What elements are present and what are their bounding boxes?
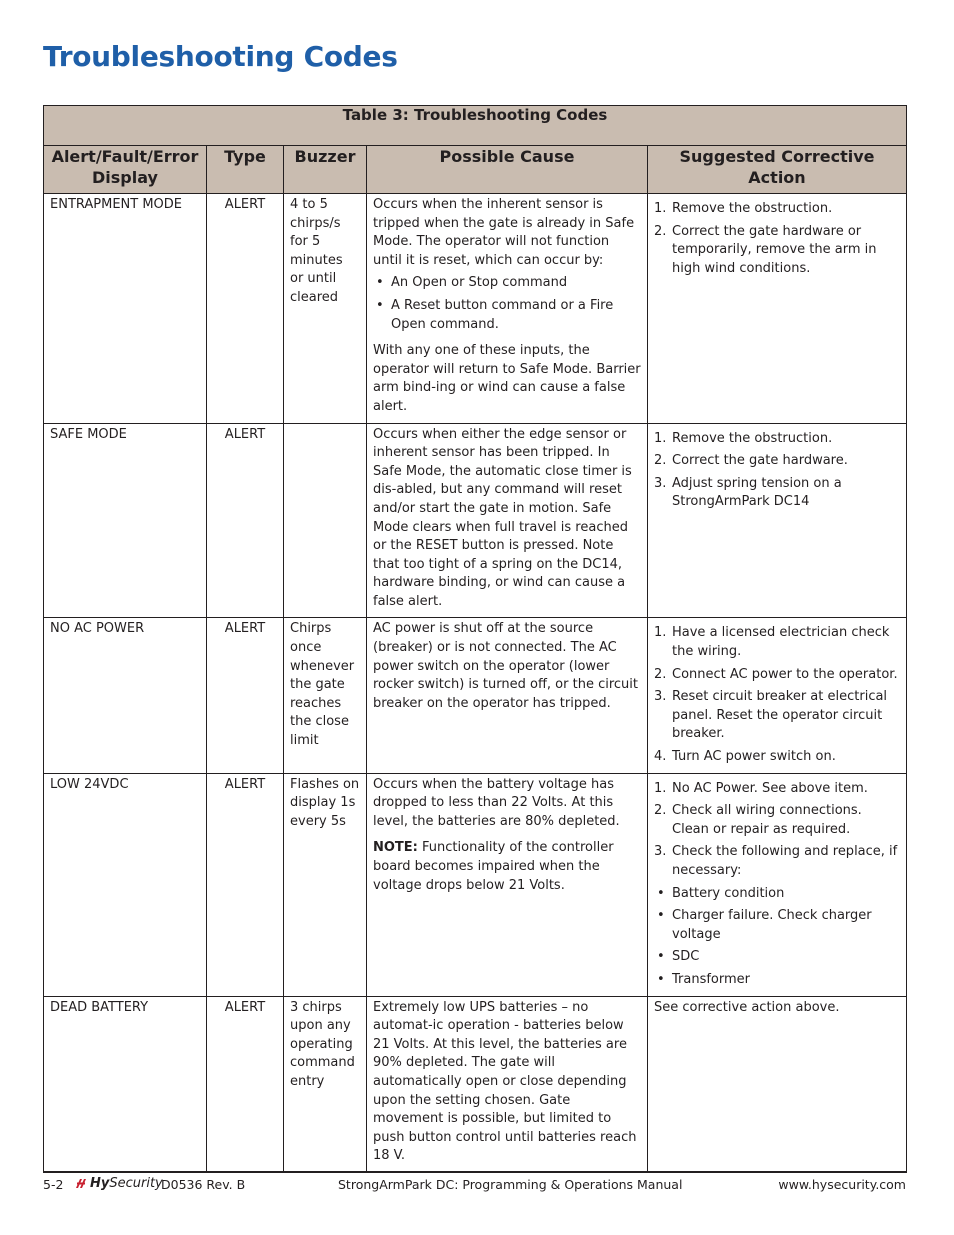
cause-text: Occurs when the inherent sensor is tripped when the gate is already in Safe Mode. The operator will not function until it is reset, which can occur by:	[373, 197, 635, 268]
cause-text: Occurs when the battery voltage has dropped to less than 22 Volts. At this level, the batteries are 80% depleted.	[373, 776, 620, 829]
list-item: 3. Adjust spring tension on a StrongArmPark DC14	[654, 475, 842, 510]
troubleshooting-table	[43, 105, 907, 1173]
action-list	[654, 624, 900, 766]
table-caption: Table 3: Troubleshooting Codes	[44, 106, 907, 146]
table-row	[44, 773, 907, 996]
note-text: NOTE: Functionality of the controller board becomes impaired when the voltage drops below 21 Volts.	[373, 840, 614, 893]
code-action	[648, 194, 907, 424]
cause-text: AC power is shut off at the source (breaker) or is not connected. The AC power switch on the operator (lower rocker switch) is turned off, or the circuit breaker on the operator has tripped.	[373, 621, 638, 711]
manual-title: StrongArmPark DC: Programming & Operations Manual	[338, 1177, 683, 1192]
list-item: • Charger failure. Check charger voltage	[654, 907, 900, 944]
action-list	[654, 430, 900, 512]
code-type: ALERT	[207, 423, 284, 618]
list-item: 1. Remove the obstruction.	[654, 430, 833, 446]
list-item: 1. No AC Power. See above item.	[654, 780, 868, 796]
code-display: ENTRAPMENT MODE	[44, 194, 207, 424]
table-row	[44, 618, 907, 773]
header-cause: Possible Cause	[367, 146, 648, 194]
code-cause	[367, 996, 648, 1172]
code-type: ALERT	[207, 996, 284, 1172]
logo-mark-icon	[74, 1177, 88, 1190]
list-item: • Battery condition	[654, 885, 900, 904]
code-buzzer: Flashes on display 1s every 5s	[284, 773, 367, 996]
code-type: ALERT	[207, 618, 284, 773]
code-display: LOW 24VDC	[44, 773, 207, 996]
list-item: 2. Correct the gate hardware.	[654, 453, 848, 469]
list-item: 4. Turn AC power switch on.	[654, 749, 836, 765]
code-cause	[367, 423, 648, 618]
code-action	[648, 773, 907, 996]
code-action: See corrective action above.	[648, 996, 907, 1172]
code-display: NO AC POWER	[44, 618, 207, 773]
list-item: 3. Check the following and replace, if necessary:	[654, 844, 898, 878]
page-title: Troubleshooting Codes	[43, 40, 398, 73]
code-buzzer: 4 to 5 chirps/s for 5 minutes or until cleared	[284, 194, 367, 424]
code-cause	[367, 194, 648, 424]
action-list	[654, 780, 900, 881]
table-row	[44, 423, 907, 618]
code-cause	[367, 618, 648, 773]
list-item: 2. Correct the gate hardware or temporarily, remove the arm in high wind conditions.	[654, 223, 877, 276]
page-number: 5-2	[43, 1177, 64, 1192]
list-item: 3. Reset circuit breaker at electrical panel. Reset the operator circuit breaker.	[654, 689, 888, 742]
code-type: ALERT	[207, 773, 284, 996]
footer-divider	[43, 1171, 906, 1172]
cause-text: Occurs when either the edge sensor or inherent sensor has been tripped. In Safe Mode, the automatic close timer is dis-abled, but any command will reset and/or start the gate in motion. Safe Mode clears when full travel is reached or the RESET button is pressed. Note that too tight of a spring on the DC14, hardware binding, or wind can cause a false alert.	[373, 426, 632, 609]
code-display: DEAD BATTERY	[44, 996, 207, 1172]
code-buzzer: Chirps once whenever the gate reaches the close limit	[284, 618, 367, 773]
table-row	[44, 996, 907, 1172]
action-bullet-list	[654, 885, 900, 990]
list-item: • A Reset button command or a Fire Open command.	[373, 297, 641, 334]
website-link[interactable]: www.hysecurity.com	[778, 1177, 906, 1192]
list-item: • An Open or Stop command	[373, 274, 641, 293]
header-display: Alert/Fault/Error Display	[44, 146, 207, 194]
code-action	[648, 618, 907, 773]
cause-list	[373, 274, 641, 334]
table-row	[44, 194, 907, 424]
code-display: SAFE MODE	[44, 423, 207, 618]
list-item: 1. Have a licensed electrician check the wiring.	[654, 625, 890, 660]
code-buzzer: 3 chirps upon any operating command entry	[284, 996, 367, 1172]
list-item: • SDC	[654, 948, 900, 967]
header-buzzer: Buzzer	[284, 146, 367, 194]
code-action	[648, 423, 907, 618]
code-buzzer	[284, 423, 367, 618]
code-cause	[367, 773, 648, 996]
action-list	[654, 200, 900, 278]
header-action: Suggested Corrective Action	[648, 146, 907, 194]
doc-revision: D0536 Rev. B	[161, 1177, 246, 1192]
list-item: 1. Remove the obstruction.	[654, 201, 833, 216]
header-type: Type	[207, 146, 284, 194]
cause-text: With any one of these inputs, the operator will return to Safe Mode. Barrier arm bind-ing or wind can cause a false alert.	[373, 343, 641, 414]
note-label: NOTE:	[373, 840, 418, 856]
list-item: • Transformer	[654, 971, 900, 990]
code-type: ALERT	[207, 194, 284, 424]
list-item: 2. Connect AC power to the operator.	[654, 666, 898, 682]
cause-text: Extremely low UPS batteries – no automat-ic operation - batteries below 21 Volts. At this level, the batteries are 90% depleted. The gate will automatically open or close depending upon the setting chosen. Gate movement is possible, but limited to push button control until batteries reach 18 V.	[373, 999, 637, 1164]
list-item: 2. Check all wiring connections. Clean or repair as required.	[654, 803, 862, 837]
hysecurity-logo: HySecurity	[74, 1176, 163, 1191]
